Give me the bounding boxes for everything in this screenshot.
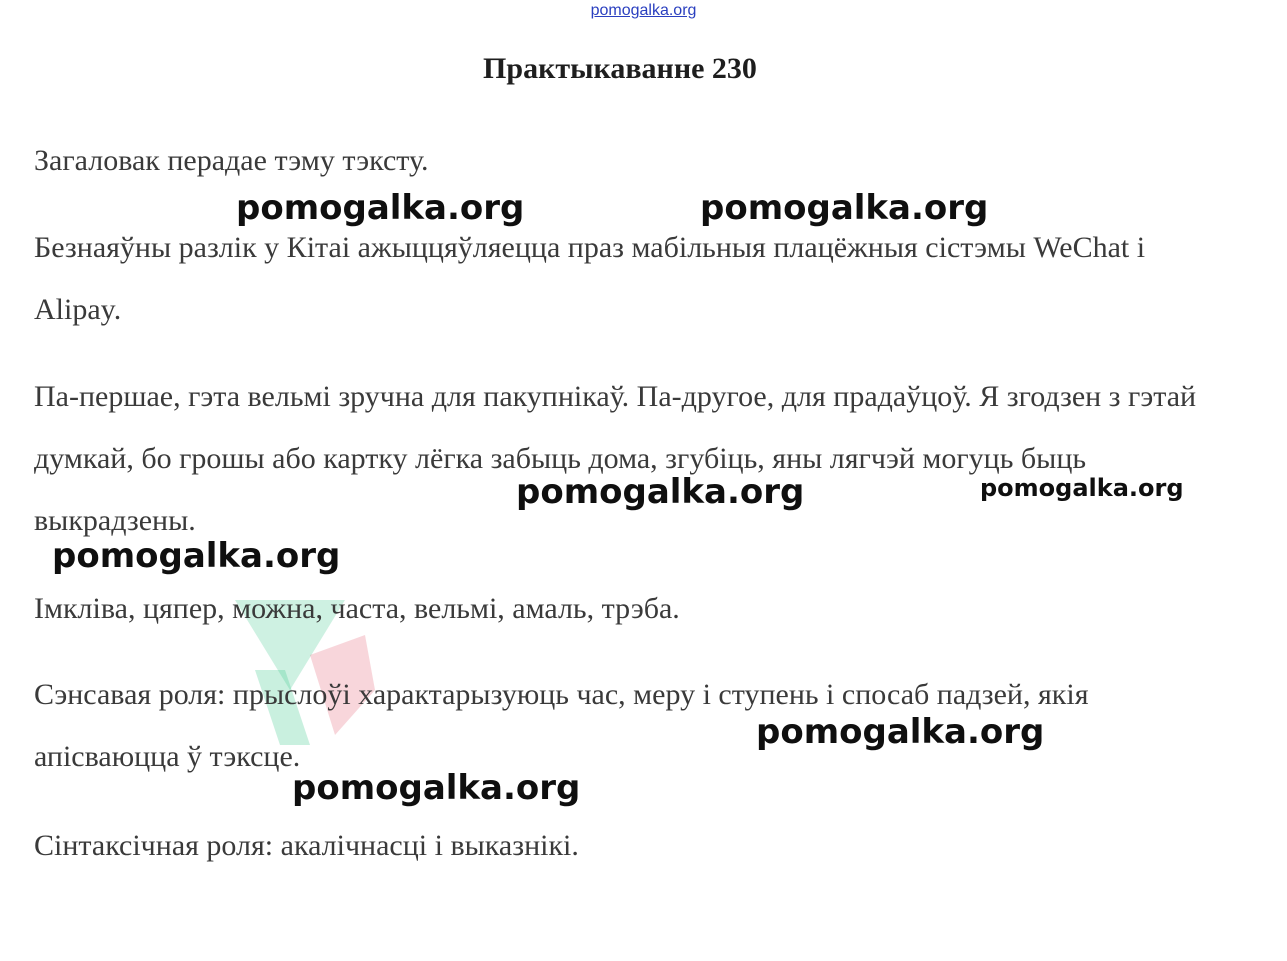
paragraph-6: Сінтаксічная роля: акалічнасці і выказнікі. (34, 829, 579, 862)
watermark-text: pomogalka.org (236, 188, 525, 228)
page-title: Практыкаванне 230 (483, 52, 757, 85)
watermark-text: pomogalka.org (52, 536, 341, 576)
watermark-text: pomogalka.org (516, 472, 805, 512)
paragraph-4: Імкліва, цяпер, можна, часта, вельмі, амаль, трэба. (34, 592, 680, 625)
paragraph-3: Па-першае, гэта вельмі зручна для пакупнікаў. Па-другое, для прадаўцоў. Я згодзен з гэтай думкай, бо грошы або картку лёгка забыць дома, згубіць, яны лягчэй могуць быць выкрадзены. (34, 380, 1197, 537)
site-link[interactable]: pomogalka.org (590, 2, 697, 19)
paragraph-5: Сэнсавая роля: прыслоўі характарызуюць час, меру і ступень і спосаб падзей, якія апісваюцца ў тэксце. (34, 678, 1089, 773)
watermark-text: pomogalka.org (980, 474, 1184, 502)
watermark-text: pomogalka.org (700, 188, 989, 228)
watermark-text: pomogalka.org (292, 768, 581, 808)
watermark-text: pomogalka.org (756, 712, 1045, 752)
paragraph-1: Загаловак перадае тэму тэксту. (34, 144, 429, 177)
paragraph-2: Безнаяўны разлік у Кітаі ажыццяўляецца праз мабільныя плацёжныя сістэмы WeChat і Alipay. (34, 231, 1146, 326)
